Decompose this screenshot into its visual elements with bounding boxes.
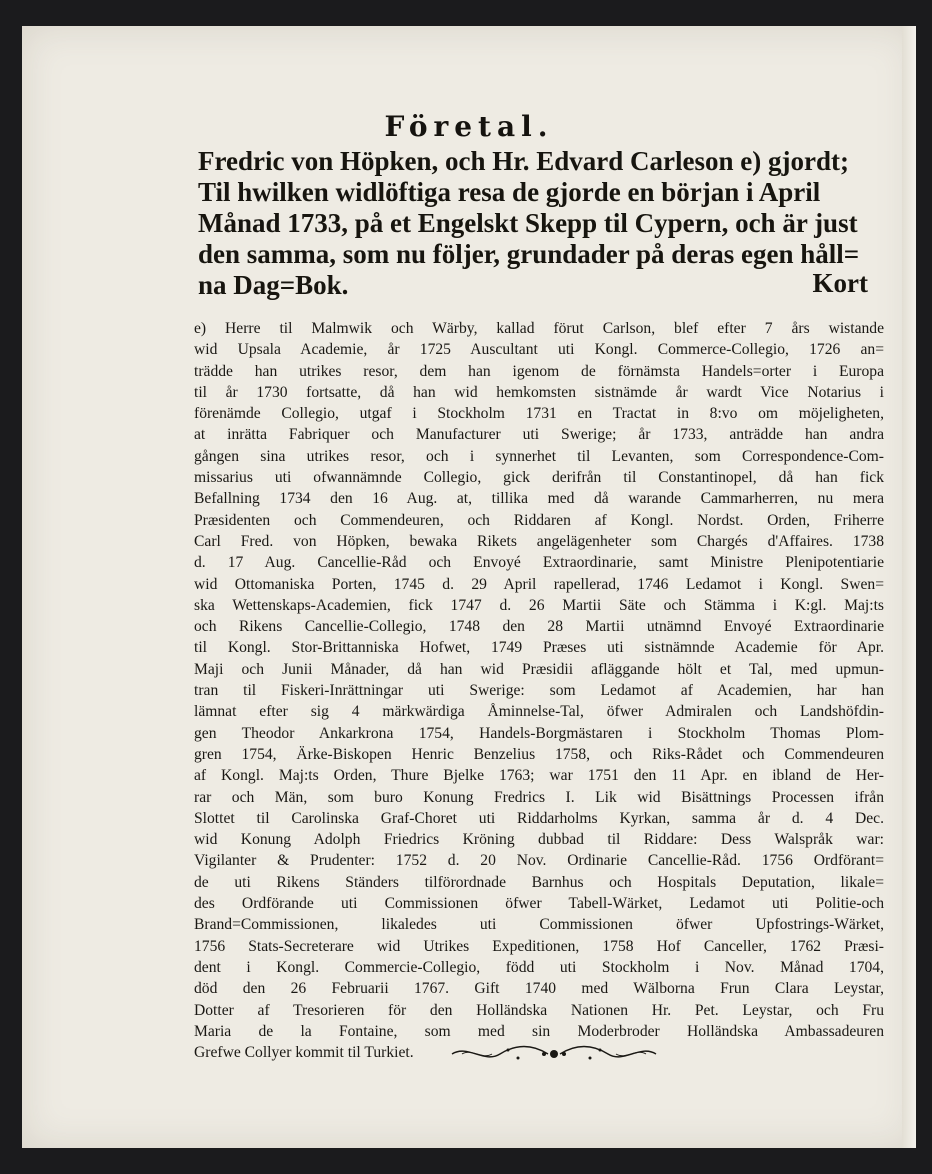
- intro-line: den samma, som nu följer, grundader på deras egen håll=: [198, 239, 860, 269]
- footnote: [194, 318, 884, 1063]
- intro-line: Fredric von Höpken, och Hr. Edvard Carleson e) gjordt;: [198, 146, 849, 176]
- intro-line: Til hwilken widlöftiga resa de gjorde en början i April: [198, 177, 821, 207]
- page-edge: [902, 26, 916, 1148]
- page-heading: Företal.: [384, 110, 554, 143]
- footnote-line: gången sina utrikes resor, och i synnerhet til Levanten, som Correspondence-Com-: [194, 447, 884, 465]
- intro-line: na Dag=Bok.: [198, 270, 349, 300]
- catchword: Kort: [812, 268, 868, 298]
- footnote-line: af Kongl. Maj:ts Orden, Thure Bjelke 1763; war 1751 den 11 Apr. en ibland de Her-: [194, 767, 884, 785]
- footnote-line: Maji och Junii Månader, då han wid Præsidii afläggande hölt et Tal, med upmun-: [194, 660, 884, 678]
- ornament-icon: [448, 1042, 660, 1066]
- footnote-line: Maria de la Fontaine, som med sin Moderbroder Holländska Ambassadeuren: [194, 1022, 884, 1040]
- footnote-line: wid Konung Adolph Friedrics Kröning dubbad til Riddare: Dess Walspråk war:: [194, 831, 884, 849]
- footnote-line: wid Upsala Academie, år 1725 Auscultant uti Kongl. Commerce-Collegio, 1726 an=: [194, 341, 884, 359]
- footnote-line: Carl Fred. von Höpken, bewaka Rikets angelägenheter som Chargés d'Affaires. 1738: [194, 532, 884, 550]
- footnote-line: Dotter af Tresorieren för den Holländska Nationen Hr. Pet. Leystar, och Fru: [194, 1001, 884, 1019]
- footnote-line: Grefwe Collyer kommit til Turkiet.: [194, 1044, 414, 1062]
- footnote-line: de uti Rikens Ständers tilförordnade Barnhus och Hospitals Deputation, likale=: [194, 873, 884, 891]
- footnote-line: förenämde Collegio, utgaf i Stockholm 1731 en Tractat in 8:vo om möjeligheten,: [194, 405, 884, 423]
- footnote-line: d. 17 Aug. Cancellie-Råd och Envoyé Extraordinarie, samt Ministre Plenipotentiarie: [194, 554, 884, 572]
- footnote-line: dent i Kongl. Commercie-Collegio, född uti Stockholm i Nov. Månad 1704,: [194, 958, 884, 976]
- footnote-line: e) Herre til Malmwik och Wärby, kallad förut Carlson, blef efter 7 års wistande: [194, 320, 884, 337]
- footnote-line: Befallning 1734 den 16 Aug. at, tillika med då warande Cammarherren, nu mera: [194, 490, 884, 508]
- footnote-line: ska Wettenskaps-Academien, fick 1747 d. 26 Martii Säte och Stämma i K:gl. Maj:ts: [194, 596, 884, 614]
- footnote-line: Brand=Commissionen, likaledes uti Commissionen öfwer Upfostrings-Wärket,: [194, 916, 884, 934]
- footnote-line: och Rikens Cancellie-Collegio, 1748 den 28 Martii utnämnd Envoyé Extraordinarie: [194, 618, 884, 636]
- intro-paragraph: [198, 146, 868, 301]
- footnote-line: gren 1754, Ärke-Biskopen Henric Benzelius 1758, och Riks-Rådet och Commendeuren: [194, 745, 884, 763]
- footnote-line: lämnat efter sig 4 märkwärdiga Åminnelse-Tal, öfwer Admiralen och Landshöfdin-: [194, 703, 884, 721]
- footnote-line: rar och Män, som buro Konung Fredrics I. Lik wid Bisättnings Processen ifrån: [194, 788, 884, 806]
- footnote-line: Vigilanter & Prudenter: 1752 d. 20 Nov. Ordinarie Cancellie-Råd. 1756 Ordförant=: [194, 852, 884, 870]
- footnote-line: död den 26 Februarii 1767. Gift 1740 med Wälborna Frun Clara Leystar,: [194, 980, 884, 998]
- footnote-line: til år 1730 fortsatte, då han wid hemkomsten sistnämde år wardt Vice Notarius i: [194, 383, 884, 401]
- footnote-line: missarius uti ofwannämnde Collegio, gick derifrån til Constantinopel, då han fick: [194, 469, 884, 487]
- footnote-line: Præsidenten och Commendeuren, och Riddaren af Kongl. Nordst. Orden, Friherre: [194, 511, 884, 529]
- intro-line: Månad 1733, på et Engelskt Skepp til Cypern, och är just: [198, 208, 858, 238]
- footnote-line: wid Ottomaniska Porten, 1745 d. 29 April rapellerad, 1746 Ledamot i Kongl. Swen=: [194, 575, 884, 593]
- footnote-line: gen Theodor Ankarkrona 1754, Handels-Borgmästaren i Stockholm Thomas Plom-: [194, 724, 884, 742]
- footnote-line: at inrätta Fabriquer och Manufacturer uti Swerige; år 1733, anträdde han andra: [194, 426, 884, 444]
- document-page: [22, 26, 916, 1148]
- footnote-line: tran til Fiskeri-Inrättningar uti Swerige: som Ledamot af Academien, har han: [194, 682, 884, 700]
- footnote-line: des Ordförande uti Commissionen öfwer Tabell-Wärket, Ledamot uti Politie-och: [194, 895, 884, 913]
- footnote-line: Slottet til Carolinska Graf-Choret uti Riddarholms Kyrkan, samma år d. 4 Dec.: [194, 809, 884, 827]
- footnote-line: trädde han utrikes resor, dem han igenom de förnämsta Handels=orter i Europa: [194, 362, 884, 380]
- footnote-line: 1756 Stats-Secreterare wid Utrikes Expeditionen, 1758 Hof Canceller, 1762 Præsi-: [194, 937, 884, 955]
- footnote-line: til Kongl. Stor-Brittanniska Hofwet, 1749 Præses uti sistnämnde Academie för Apr.: [194, 639, 884, 657]
